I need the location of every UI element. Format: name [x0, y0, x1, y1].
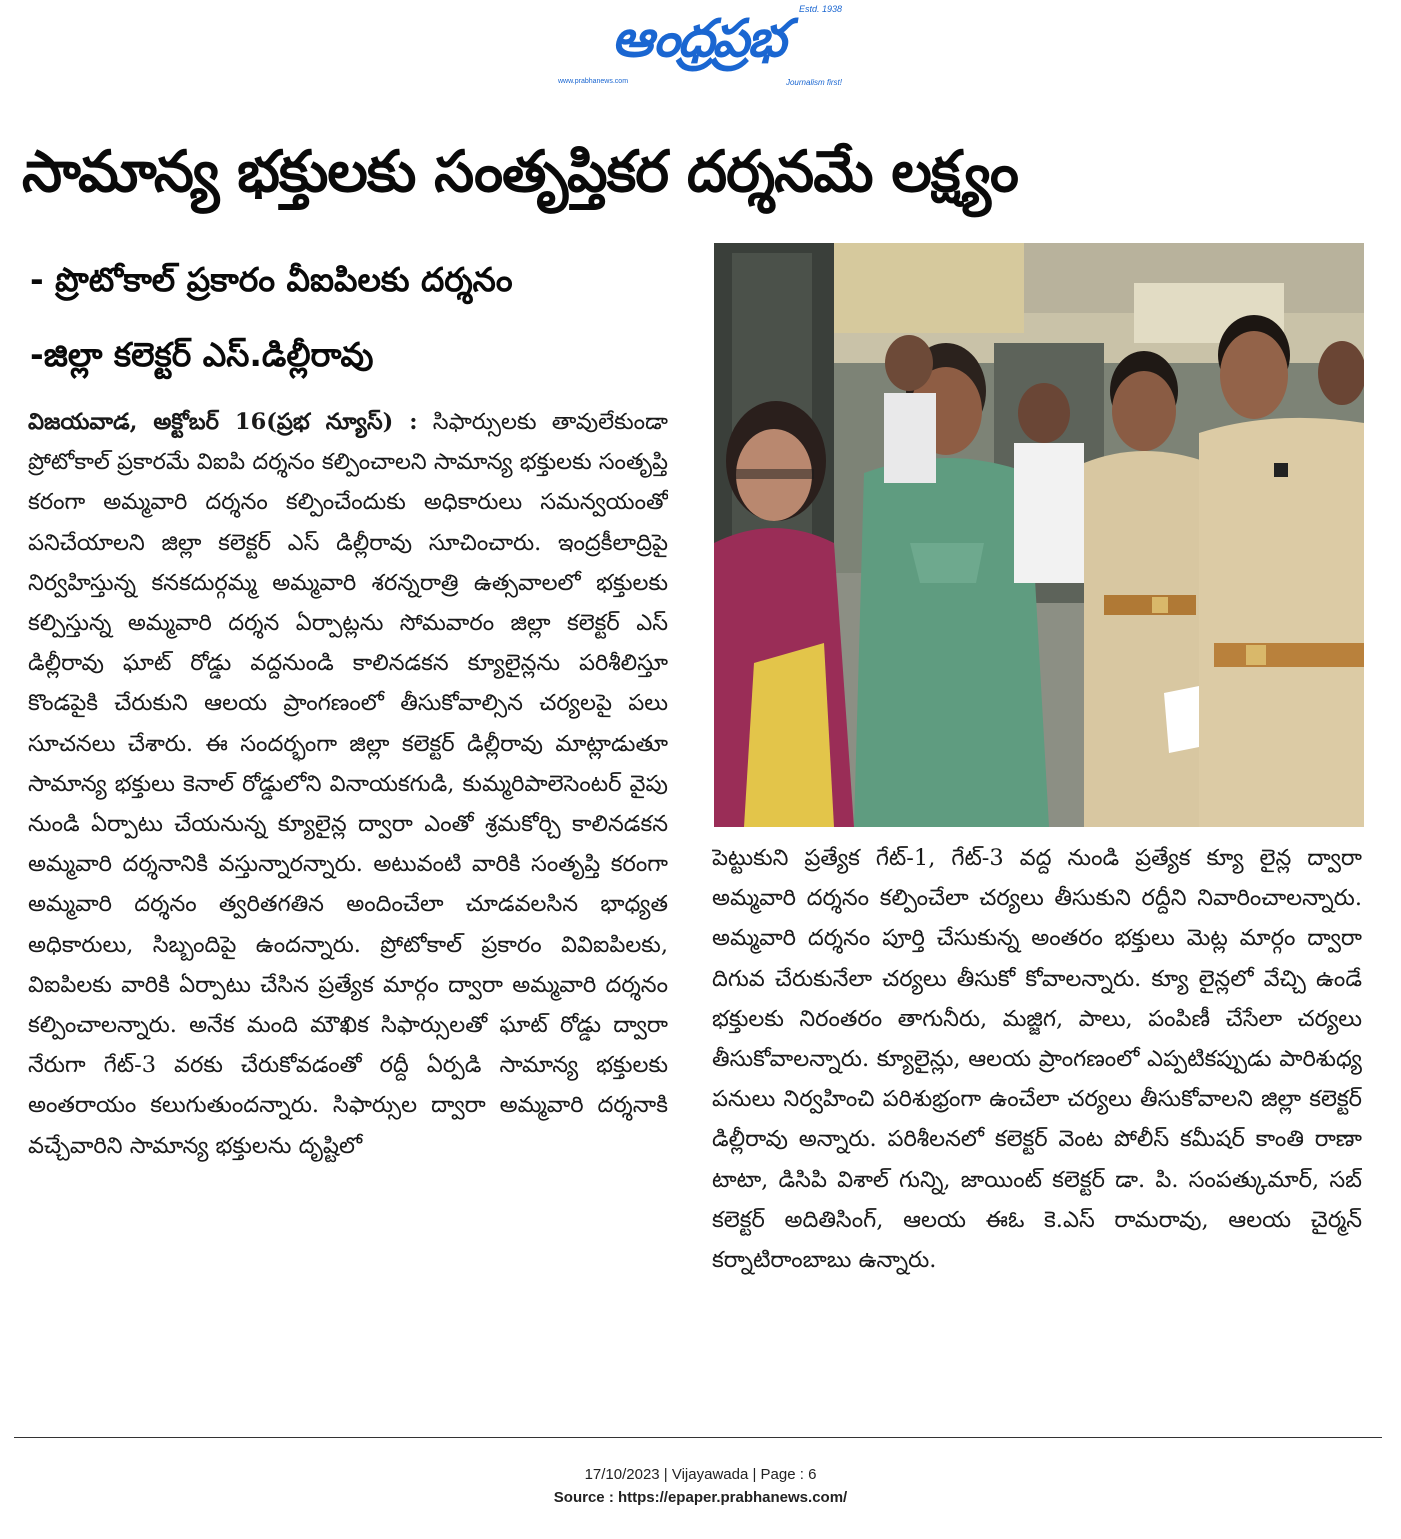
article-subhead-protocol: - ప్రొటోకాల్ ప్రకారం వీఐపిలకు దర్శనం [30, 260, 513, 299]
footer-date-location-page: 17/10/2023 | Vijayawada | Page : 6 [584, 1466, 817, 1483]
footer-source-link[interactable]: Source : https://epaper.prabhanews.com/ [553, 1489, 848, 1506]
article-body-left-text: సిఫార్సులకు తావులేకుండా ప్రోటోకాల్ ప్రకారమే విఐపి దర్శనం కల్పించాలని సామాన్య భక్తులకు సంతృప్తి కరంగా అమ్మవారి దర్శనం కల్పించేందుకు అధికారులు సమన్వయంతో పనిచేయాలని జిల్లా కలెక్టర్ ఎస్ డిల్లీరావు సూచించారు. ఇంద్రకీలాద్రిపై నిర్వహిస్తున్న కనకదుర్గమ్మ అమ్మవారి శరన్నరాత్రి ఉత్సవాలలో భక్తులకు కల్పిస్తున్న అమ్మవారి దర్శన ఏర్పాట్లను సోమవారం జిల్లా కలెక్టర్ ఎస్ డిల్లీరావు ఘాట్ రోడ్డు వద్దనుండి కాలినడకన క్యూలైన్లను పరిశీలిస్తూ కొండపైకి చేరుకుని ఆలయ ప్రాంగణంలో తీసుకోవాల్సిన చర్యలపై పలు సూచనలు చేశారు. ఈ సందర్భంగా జిల్లా కలెక్టర్ డిల్లీరావు మాట్లాడుతూ సామాన్య భక్తులు కెనాల్ రోడ్డులోని వినాయకగుడి, కుమ్మరిపాలెసెంటర్ వైపు నుండి ఏర్పాటు చేయనున్న క్యూలైన్ల ద్వారా ఎంతో శ్రమకోర్చి కాలినడకన అమ్మవారి దర్శనానికి వస్తున్నారన్నారు. అటువంటి వారికి సంతృప్తి కరంగా అమ్మవారి దర్శనం త్వరితగతిన అందించేలా చూడవలసిన భాధ్యత అధికారులు, సిబ్బందిపై ఉందన్నారు. ప్రోటోకాల్ ప్రకారం వివిఐపిలకు, విఐపిలకు వారికి ఏర్పాటు చేసిన ప్రత్యేక మార్గం ద్వారా అమ్మవారి దర్శనం కల్పించాలన్నారు. అనేక మంది మౌఖిక సిఫార్సులతో ఘాట్ రోడ్డు ద్వారా నేరుగా గేట్-3 వరకు చేరుకోవడంతో రద్దీ ఏర్పడి సామాన్య భక్తులకు అంతరాయం కలుగుతుందన్నారు. సిఫార్సుల ద్వారా అమ్మవారి దర్శనాకి వచ్చేవారిని సామాన్య భక్తులను దృష్టిలో [28, 409, 668, 1159]
article-photo [714, 243, 1364, 827]
article-headline: సామాన్య భక్తులకు సంతృప్తికర దర్శనమే లక్ష్యం [22, 139, 1018, 205]
footer-divider [14, 1437, 1382, 1438]
established-year: Estd. 1938 [798, 4, 842, 14]
article-body-left-column [28, 402, 668, 1420]
masthead-logo [548, 4, 848, 90]
masthead-website: www.prabhanews.com [558, 78, 629, 85]
article-dateline: విజయవాడ, అక్టోబర్ 16(ప్రభ న్యూస్) : [28, 409, 418, 435]
masthead-tagline: Journalism first! [785, 78, 842, 87]
newspaper-logo-text: ఆంధ్రప్రభ [611, 9, 785, 69]
article-body-right-text: పెట్టుకుని ప్రత్యేక గేట్-1, గేట్-3 వద్ద నుండి ప్రత్యేక క్యూ లైన్ల ద్వారా అమ్మవారి దర్శనం కల్పించేలా చర్యలు తీసుకుని రద్దీని నివారించాలన్నారు. అమ్మవారి దర్శనం పూర్తి చేసుకున్న అంతరం భక్తులు మెట్ల మార్గం ద్వారా దిగువ చేరుకునేలా చర్యలు తీసుకో కోవాలన్నారు. క్యూ లైన్లలో వేచ్చి ఉండే భక్తులకు నిరంతరం తాగునీరు, మజ్జిగ, పాలు, పంపిణీ చేసేలా చర్యలు తీసుకోవాలన్నారు. క్యూలైన్లు, ఆలయ ప్రాంగణంలో ఎప్పటికప్పుడు పారిశుధ్య పనులు నిర్వహించి పరిశుభ్రంగా ఉంచేలా చర్యలు తీసుకోవాలని జిల్లా కలెక్టర్ డిల్లీరావు అన్నారు. పరిశీలనలో కలెక్టర్ వెంట పోలీస్ కమీషర్ కాంతి రాణా టాటా, డిసిపి విశాల్ గున్ని, జాయింట్ కలెక్టర్ డా. పి. సంపత్కుమార్, సబ్ కలెక్టర్ అదితిసింగ్, ఆలయ ఈఓ కె.ఎస్ రామరావు, ఆలయ చైర్మన్ కర్నాటిరాంబాబు ఉన్నారు. [712, 845, 1362, 1274]
article-body-right-column [712, 838, 1362, 1418]
article-subhead-collector: -జిల్లా కలెక్టర్ ఎస్.డిల్లీరావు [30, 335, 374, 374]
